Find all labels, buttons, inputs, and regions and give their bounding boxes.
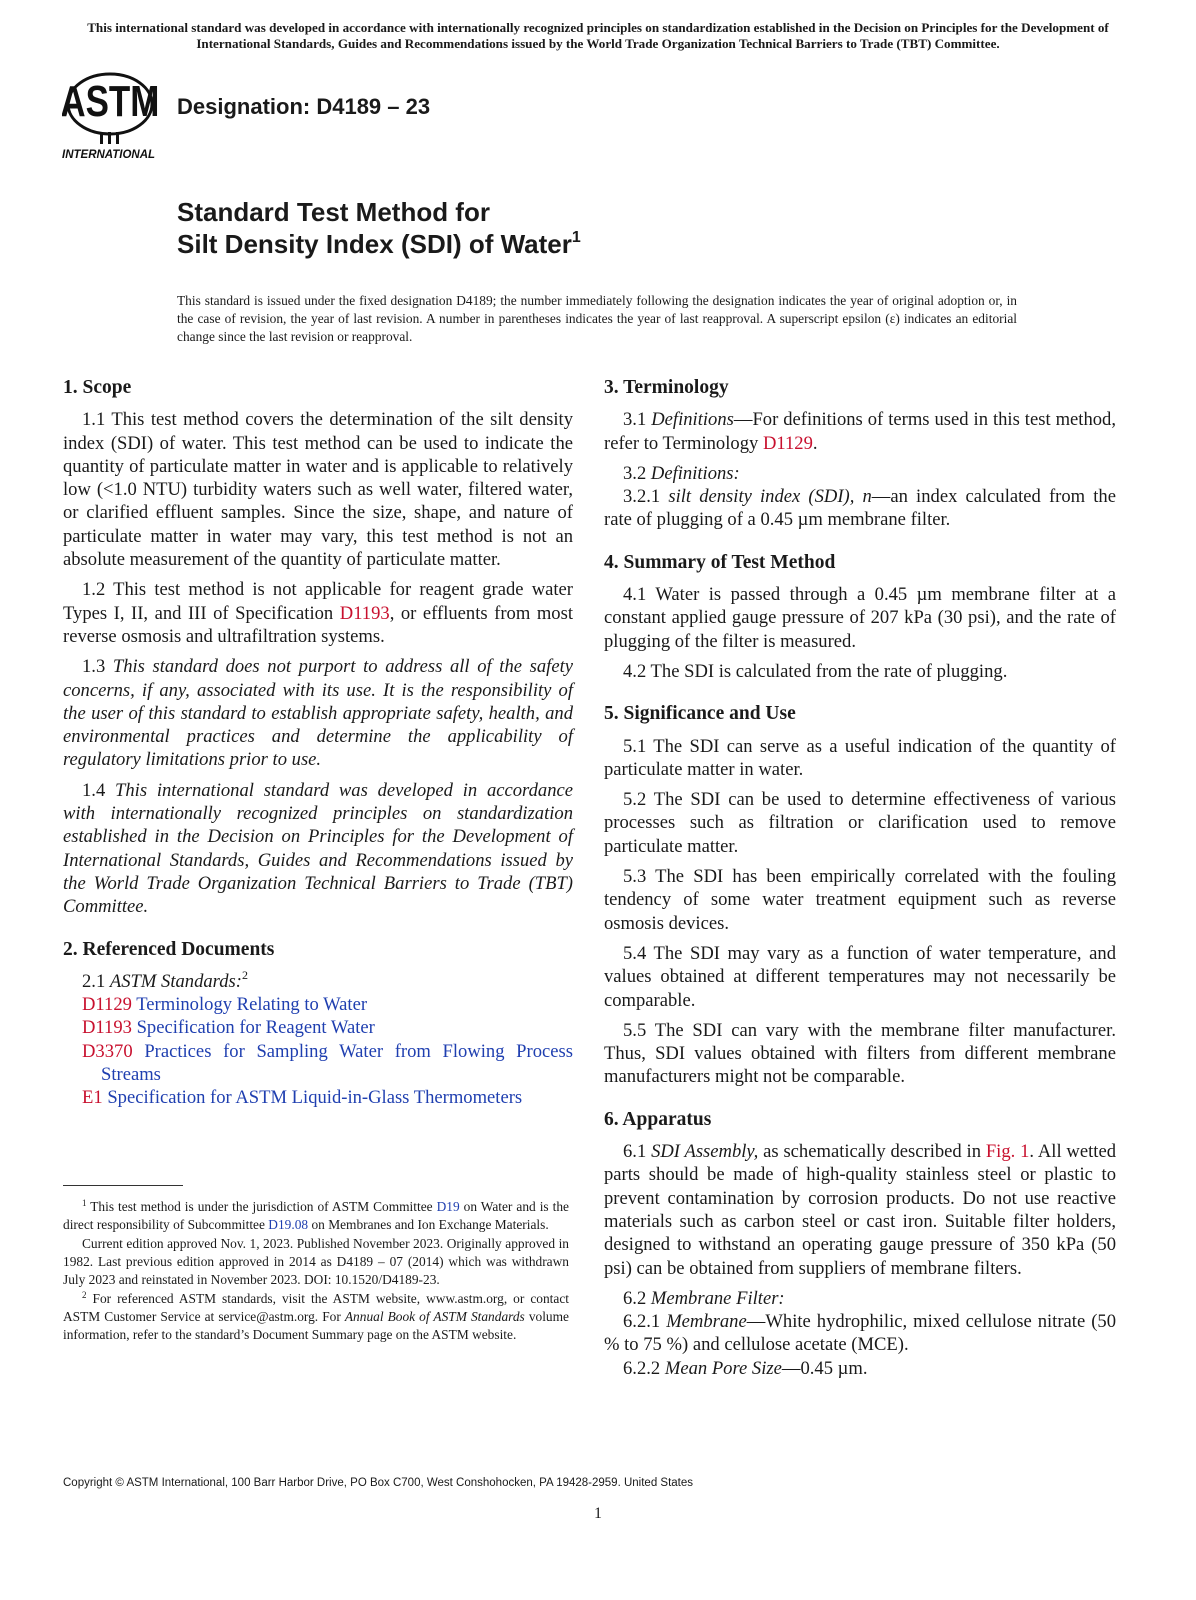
left-column (63, 376, 573, 1110)
footnote-1: $^1$ This test method is under the jurisdiction of ASTM Committee D19 on Water and is the direct responsibility of Subcommittee D19.08 on Membranes and Ion Exchange Materials. (63, 1198, 569, 1232)
referenced-standard-code[interactable]: E1 (82, 1087, 103, 1109)
section-heading-summary: 4. Summary of Test Method (604, 551, 836, 573)
paragraph-1-2: 1.2 This test method is not applicable for reagent grade water Types I, II, and III of Specification D1193, or effluents from most reverse osmosis and ultrafiltration systems. (63, 579, 573, 647)
title-line-2: Silt Density Index (SDI) of Water (177, 229, 572, 259)
referenced-standard-item[interactable] (63, 1016, 573, 1039)
link-fig-1[interactable]: Fig. 1 (985, 1141, 1030, 1163)
footnote-divider (63, 1185, 183, 1186)
astm-logo-icon (62, 70, 172, 165)
section-heading-terminology: 3. Terminology (604, 377, 729, 398)
link-d1193[interactable]: D1193 (339, 602, 390, 624)
section-heading-scope: 1. Scope (63, 377, 132, 398)
page-number: 1 (594, 1505, 602, 1522)
paragraph-3-2: 3.2 Definitions: (623, 462, 740, 484)
copyright-notice: Copyright © ASTM International, 100 Barr Harbor Drive, PO Box C700, West Conshohocken, PA 19428-2959. United States (63, 1477, 694, 1489)
section-heading-referenced-documents: 2. Referenced Documents (63, 938, 275, 960)
link-d19-08[interactable]: D19.08 (268, 1217, 309, 1232)
paragraph-5-4: 5.4 The SDI may vary as a function of water temperature, and values obtained at different temperatures may not necessarily be comparable. (604, 942, 1116, 1011)
referenced-standard-title[interactable]: Practices for Sampling Water from Flowing Process Streams (101, 1040, 573, 1086)
paragraph-6-1: 6.1 SDI Assembly, as schematically described in Fig. 1. All wetted parts should be made of high-quality stainless steel or plastic to prevent contamination by corrosion products. Do not use reactive materials such as carbon steel or cast iron. Suitable filter holders, designed to withstand an operating gauge pressure of 350 kPa (50 psi) can be obtained from suppliers of membrane filters. (604, 1141, 1116, 1279)
referenced-standard-item[interactable] (63, 1086, 573, 1109)
referenced-standard-item[interactable] (63, 993, 573, 1016)
referenced-standard-item[interactable] (63, 1040, 573, 1087)
issuance-note: This standard is issued under the fixed designation D4189; the number immediately following the designation indicates the year of original adoption or, in the case of revision, the year of last revision. A number in parentheses indicates the year of last reapproval. A superscript epsilon (ε) indicates an editorial change since the last revision or reapproval. (177, 293, 1017, 344)
footnotes (63, 1198, 569, 1345)
referenced-standard-code[interactable]: D3370 (82, 1040, 133, 1062)
paragraph-4-2: 4.2 The SDI is calculated from the rate of plugging. (623, 660, 1008, 682)
paragraph-5-2: 5.2 The SDI can be used to determine effectiveness of various processes such as filtration or clarification used to remove particulate matter. (604, 789, 1116, 857)
title-line-1: Standard Test Method for (177, 197, 490, 227)
link-d19[interactable]: D19 (436, 1199, 460, 1214)
paragraph-1-1: 1.1 This test method covers the determination of the silt density index (SDI) of water. This test method can be used to indicate the quantity of particulate matter in water and is applicable to relatively low (<1.0 NTU) turbidity waters such as well water, filtered water, or clarified effluent samples. Since the size, shape, and nature of particulate matter in water may vary, this test method is not an absolute measurement of the quantity of particulate matter. (63, 409, 573, 571)
paragraph-4-1: 4.1 Water is passed through a 0.45 µm membrane filter at a constant applied gauge pressure of 207 kPa (30 psi), and the rate of plugging of the filter is measured. (604, 584, 1116, 652)
paragraph-3-2-1: 3.2.1 silt density index (SDI), n—an index calculated from the rate of plugging of a 0.45 µm membrane filter. (604, 486, 1116, 531)
logo-text: ASTM (62, 77, 160, 126)
link-d1129[interactable]: D1129 (762, 432, 813, 454)
designation: Designation: D4189 – 23 (177, 94, 431, 119)
referenced-standards-list (63, 993, 573, 1109)
referenced-standard-code[interactable]: D1129 (82, 994, 132, 1016)
title-footnote-mark: 1 (571, 229, 581, 246)
paragraph-5-1: 5.1 The SDI can serve as a useful indication of the quantity of particulate matter in water. (604, 735, 1116, 780)
paragraph-6-2-1: 6.2.1 Membrane—White hydrophilic, mixed cellulose nitrate (50 % to 75 %) and cellulose acetate (MCE). (604, 1311, 1116, 1356)
logo-subtext: INTERNATIONAL (62, 149, 156, 161)
paragraph-3-1: 3.1 Definitions—For definitions of terms used in this test method, refer to Terminology D1129. (604, 409, 1117, 454)
document-title (177, 196, 1077, 260)
paragraph-5-3: 5.3 The SDI has been empirically correlated with the fouling tendency of some water treatment equipment such as reverse osmosis devices. (604, 866, 1116, 934)
paragraph-6-2-2: 6.2.2 Mean Pore Size—0.45 µm. (623, 1357, 868, 1379)
section-heading-significance: 5. Significance and Use (604, 703, 796, 725)
paragraph-6-2: 6.2 Membrane Filter: (623, 1287, 785, 1309)
paragraph-1-4: 1.4 This international standard was developed in accordance with internationally recognized principles on standardization established in the Decision on Principles for the Development of International Standards, Guides and Recommendations issued by the World Trade Organization Technical Barriers to Trade (TBT) Committee. (63, 779, 574, 918)
paragraph-5-5: 5.5 The SDI can vary with the membrane filter manufacturer. Thus, SDI values obtained with filters from different membrane manufacturers might not be comparable. (604, 1019, 1116, 1088)
footnote-1-edition: Current edition approved Nov. 1, 2023. Published November 2023. Originally approved in 1982. Last previous edition approved in 2014 as D4189 – 07 (2014) which was withdrawn July 2023 and reinstated in November 2023. DOI: 10.1520/D4189-23. (63, 1236, 569, 1287)
right-column (604, 376, 1116, 1387)
tbt-banner: This international standard was developed in accordance with internationally recognized principles on standardization established in the Decision on Principles for the Development of International Standards, Guides and Recommendations issued by the World Trade Organization Technical Barriers to Trade (TBT) Committee. (87, 20, 1109, 51)
referenced-standard-title[interactable]: Specification for Reagent Water (136, 1017, 375, 1039)
paragraph-2-1: 2.1 ASTM Standards:$^2$ (82, 967, 248, 992)
referenced-standard-code[interactable]: D1193 (82, 1017, 132, 1039)
section-heading-apparatus: 6. Apparatus (604, 1108, 712, 1130)
paragraph-1-3: 1.3 This standard does not purport to address all of the safety concerns, if any, associated with its use. It is the responsibility of the user of this standard to establish appropriate safety, health, and environmental practices and determine the applicability of regulatory limitations prior to use. (63, 656, 574, 771)
referenced-standard-title[interactable]: Terminology Relating to Water (136, 994, 368, 1016)
footnote-2: $^2$ For referenced ASTM standards, visit the ASTM website, www.astm.org, or contact ASTM Customer Service at service@astm.org. For Annual Book of ASTM Standards volume information, refer to the standard’s Document Summary page on the ASTM website. (63, 1290, 569, 1342)
referenced-standard-title[interactable]: Specification for ASTM Liquid-in-Glass Thermometers (107, 1087, 523, 1109)
